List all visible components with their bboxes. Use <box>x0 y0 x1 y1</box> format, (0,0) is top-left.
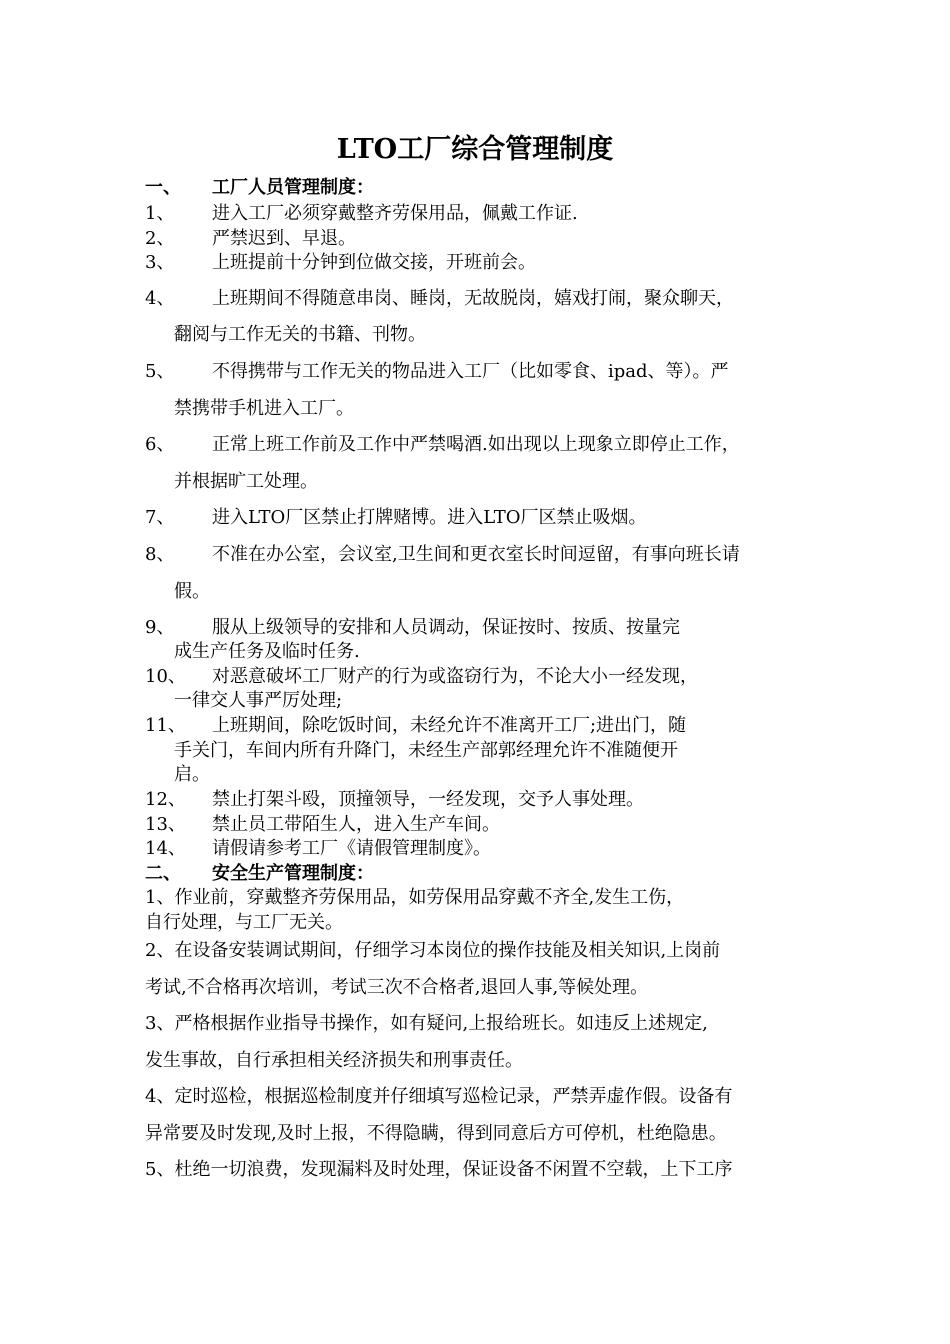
item-1-text: 进入工厂必须穿戴整齐劳保用品，佩戴工作证. <box>212 203 578 224</box>
item-14-number: 14、 <box>145 838 186 859</box>
s2-line-2: 自行处理，与工厂无关。 <box>145 912 343 933</box>
item-4-text-line-2: 翻阅与工作无关的书籍、刊物。 <box>174 324 426 345</box>
item-9-number: 9、 <box>145 617 175 638</box>
item-7-text: 进入LTO厂区禁止打牌赌博。进入LTO厂区禁止吸烟。 <box>212 507 647 528</box>
item-12-text: 禁止打架斗殴，顶撞领导，一经发现，交予人事处理。 <box>212 789 644 810</box>
item-11-text-line-3: 启。 <box>174 764 210 785</box>
item-6-text-line-1: 正常上班工作前及工作中严禁喝酒.如出现以上现象立即停止工作， <box>212 434 740 455</box>
item-8-number: 8、 <box>145 544 175 565</box>
s2-line-8: 异常要及时发现,及时上报，不得隐瞒，得到同意后方可停机，杜绝隐患。 <box>145 1123 727 1144</box>
item-13-number: 13、 <box>145 814 186 835</box>
s2-line-1: 1、作业前，穿戴整齐劳保用品，如劳保用品穿戴不齐全,发生工伤， <box>145 887 685 908</box>
item-3-number: 3、 <box>145 252 175 273</box>
item-4-number: 4、 <box>145 288 175 309</box>
section-1-number: 一、 <box>145 177 181 198</box>
section-1-heading: 工厂人员管理制度： <box>212 177 374 198</box>
item-9-text-line-1: 服从上级领导的安排和人员调动，保证按时、按质、按量完 <box>212 617 680 638</box>
section-2-heading: 安全生产管理制度： <box>212 863 374 884</box>
item-9-text-line-2: 成生产任务及临时任务. <box>174 641 360 662</box>
page-title: LTO工厂综合管理制度 <box>336 134 614 165</box>
item-3-text: 上班提前十分钟到位做交接，开班前会。 <box>212 252 536 273</box>
item-14-text: 请假请参考工厂《请假管理制度》。 <box>212 838 491 859</box>
item-5-number: 5、 <box>145 361 175 382</box>
item-6-text-line-2: 并根据旷工处理。 <box>174 471 318 492</box>
section-2-number: 二、 <box>145 863 181 884</box>
item-5-text-line-1: 不得携带与工作无关的物品进入工厂（比如零食、ipad、等）。严 <box>212 361 729 382</box>
item-6-number: 6、 <box>145 434 175 455</box>
s2-line-4: 考试,不合格再次培训，考试三次不合格者,退回人事,等候处理。 <box>145 977 649 998</box>
s2-line-6: 发生事故，自行承担相关经济损失和刑事责任。 <box>145 1050 523 1071</box>
item-12-number: 12、 <box>145 789 186 810</box>
item-10-number: 10、 <box>145 666 186 687</box>
item-8-text-line-2: 假。 <box>174 581 210 602</box>
item-5-text-line-2: 禁携带手机进入工厂。 <box>174 398 354 419</box>
item-1-number: 1、 <box>145 203 175 224</box>
item-11-text-line-1: 上班期间，除吃饭时间，未经允许不准离开工厂;进出门，随 <box>212 715 687 736</box>
item-7-number: 7、 <box>145 507 175 528</box>
item-11-text-line-2: 手关门，车间内所有升降门，未经生产部郭经理允许不准随便开 <box>174 740 678 761</box>
item-2-text: 严禁迟到、早退。 <box>212 228 356 249</box>
item-10-text-line-2: 一律交人事严厉处理; <box>174 690 343 711</box>
s2-line-9: 5、杜绝一切浪费，发现漏料及时处理，保证设备不闲置不空载，上下工序 <box>145 1159 733 1180</box>
item-11-number: 11、 <box>145 715 186 736</box>
s2-line-5: 3、严格根据作业指导书操作，如有疑问,上报给班长。如违反上述规定, <box>145 1013 708 1034</box>
item-10-text-line-1: 对恶意破坏工厂财产的行为或盗窃行为，不论大小一经发现， <box>212 666 698 687</box>
s2-line-7: 4、定时巡检，根据巡检制度并仔细填写巡检记录，严禁弄虚作假。设备有 <box>145 1086 733 1107</box>
s2-line-3: 2、在设备安装调试期间，仔细学习本岗位的操作技能及相关知识,上岗前 <box>145 940 721 961</box>
item-8-text-line-1: 不准在办公室，会议室,卫生间和更衣室长时间逗留，有事向班长请 <box>212 544 740 565</box>
item-4-text-line-1: 上班期间不得随意串岗、睡岗，无故脱岗，嬉戏打闹，聚众聊天， <box>212 288 734 309</box>
item-13-text: 禁止员工带陌生人，进入生产车间。 <box>212 814 500 835</box>
item-2-number: 2、 <box>145 228 175 249</box>
